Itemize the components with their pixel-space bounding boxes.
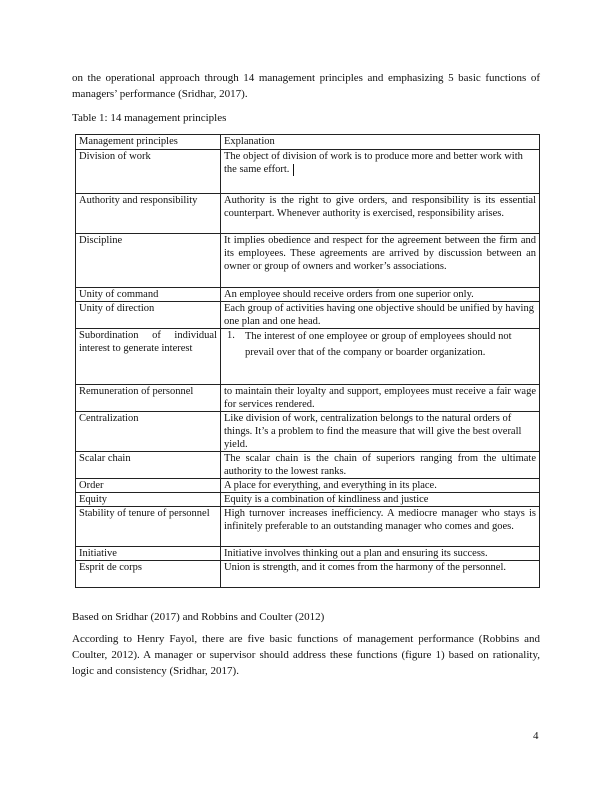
- table-row: [76, 561, 540, 588]
- header-explanation: Explanation: [221, 135, 540, 150]
- table-caption: Table 1: 14 management principles: [72, 112, 227, 124]
- list-number: 1.: [227, 330, 235, 341]
- explanation-cell[interactable]: [221, 150, 540, 194]
- table-row: [76, 234, 540, 288]
- table-row: [76, 385, 540, 412]
- explanation-cell: Each group of activities having one objective should be unified by having one plan and one head.: [221, 302, 540, 329]
- explanation-cell: A place for everything, and everything in its place.: [221, 479, 540, 493]
- table-row: [76, 288, 540, 302]
- principle-cell: Esprit de corps: [76, 561, 221, 588]
- intro-paragraph: on the operational approach through 14 management principles and emphasizing 5 basic functions of managers’ performance (Sridhar, 2017).: [72, 72, 540, 100]
- body-paragraph: According to Henry Fayol, there are five basic functions of management performance (Robbins and Coulter, 2012). A manager or supervisor should address these functions (figure 1) based on rationality, logic and consistency (Sridhar, 2017).: [72, 633, 540, 677]
- principle-cell: Order: [76, 479, 221, 493]
- explanation-cell: to maintain their loyalty and support, employees must receive a fair wage for services rendered.: [221, 385, 540, 412]
- explanation-cell: [221, 329, 540, 385]
- table-row: [76, 493, 540, 507]
- table-row: [76, 479, 540, 493]
- table-row: [76, 452, 540, 479]
- table-row: [76, 547, 540, 561]
- explanation-cell: High turnover increases inefficiency. A mediocre manager who stays is infinitely preferable to an outstanding manager who comes and goes.: [221, 507, 540, 547]
- explanation-text: The interest of one employee or group of employees should not prevail over that of the company or boarder organization.: [245, 331, 512, 358]
- table-row: [76, 412, 540, 452]
- explanation-cell: It implies obedience and respect for the agreement between the firm and its employees. These agreements are arrived by discussion between an owner or group of owners and worker’s associations.: [221, 234, 540, 288]
- header-principles: Management principles: [76, 135, 221, 150]
- principle-cell: Discipline: [76, 234, 221, 288]
- principles-table-wrapper: [75, 134, 539, 588]
- explanation-cell: Equity is a combination of kindliness and justice: [221, 493, 540, 507]
- principle-cell: Remuneration of personnel: [76, 385, 221, 412]
- principle-cell: Authority and responsibility: [76, 194, 221, 234]
- table-header-row: [76, 135, 540, 150]
- principle-cell: Unity of direction: [76, 302, 221, 329]
- explanation-cell: An employee should receive orders from one superior only.: [221, 288, 540, 302]
- explanation-cell: The scalar chain is the chain of superiors ranging from the ultimate authority to the lowest ranks.: [221, 452, 540, 479]
- table-row: [76, 194, 540, 234]
- table-row: [76, 302, 540, 329]
- principle-cell: Stability of tenure of personnel: [76, 507, 221, 547]
- explanation-text: The object of division of work is to produce more and better work with the same effort.: [224, 151, 523, 175]
- principle-cell: Scalar chain: [76, 452, 221, 479]
- principle-cell: Equity: [76, 493, 221, 507]
- principles-table: [75, 134, 540, 588]
- principle-cell: Initiative: [76, 547, 221, 561]
- principle-cell: Division of work: [76, 150, 221, 194]
- explanation-cell: Authority is the right to give orders, and responsibility is its essential counterpart. Whenever authority is exercised, responsibility arises.: [221, 194, 540, 234]
- text-cursor: [293, 164, 294, 176]
- table-row: [76, 507, 540, 547]
- table-row: [76, 150, 540, 194]
- principle-cell: Unity of command: [76, 288, 221, 302]
- table-source-note: Based on Sridhar (2017) and Robbins and Coulter (2012): [72, 611, 325, 623]
- page-number: 4: [533, 730, 539, 742]
- table-row: [76, 329, 540, 385]
- explanation-cell: Union is strength, and it comes from the harmony of the personnel.: [221, 561, 540, 588]
- explanation-cell: Initiative involves thinking out a plan and ensuring its success.: [221, 547, 540, 561]
- principle-cell: Subordination of individual interest to generate interest: [76, 329, 221, 385]
- explanation-cell: Like division of work, centralization belongs to the natural orders of things. It’s a problem to find the measure that will give the best overall yield.: [221, 412, 540, 452]
- principle-cell: Centralization: [76, 412, 221, 452]
